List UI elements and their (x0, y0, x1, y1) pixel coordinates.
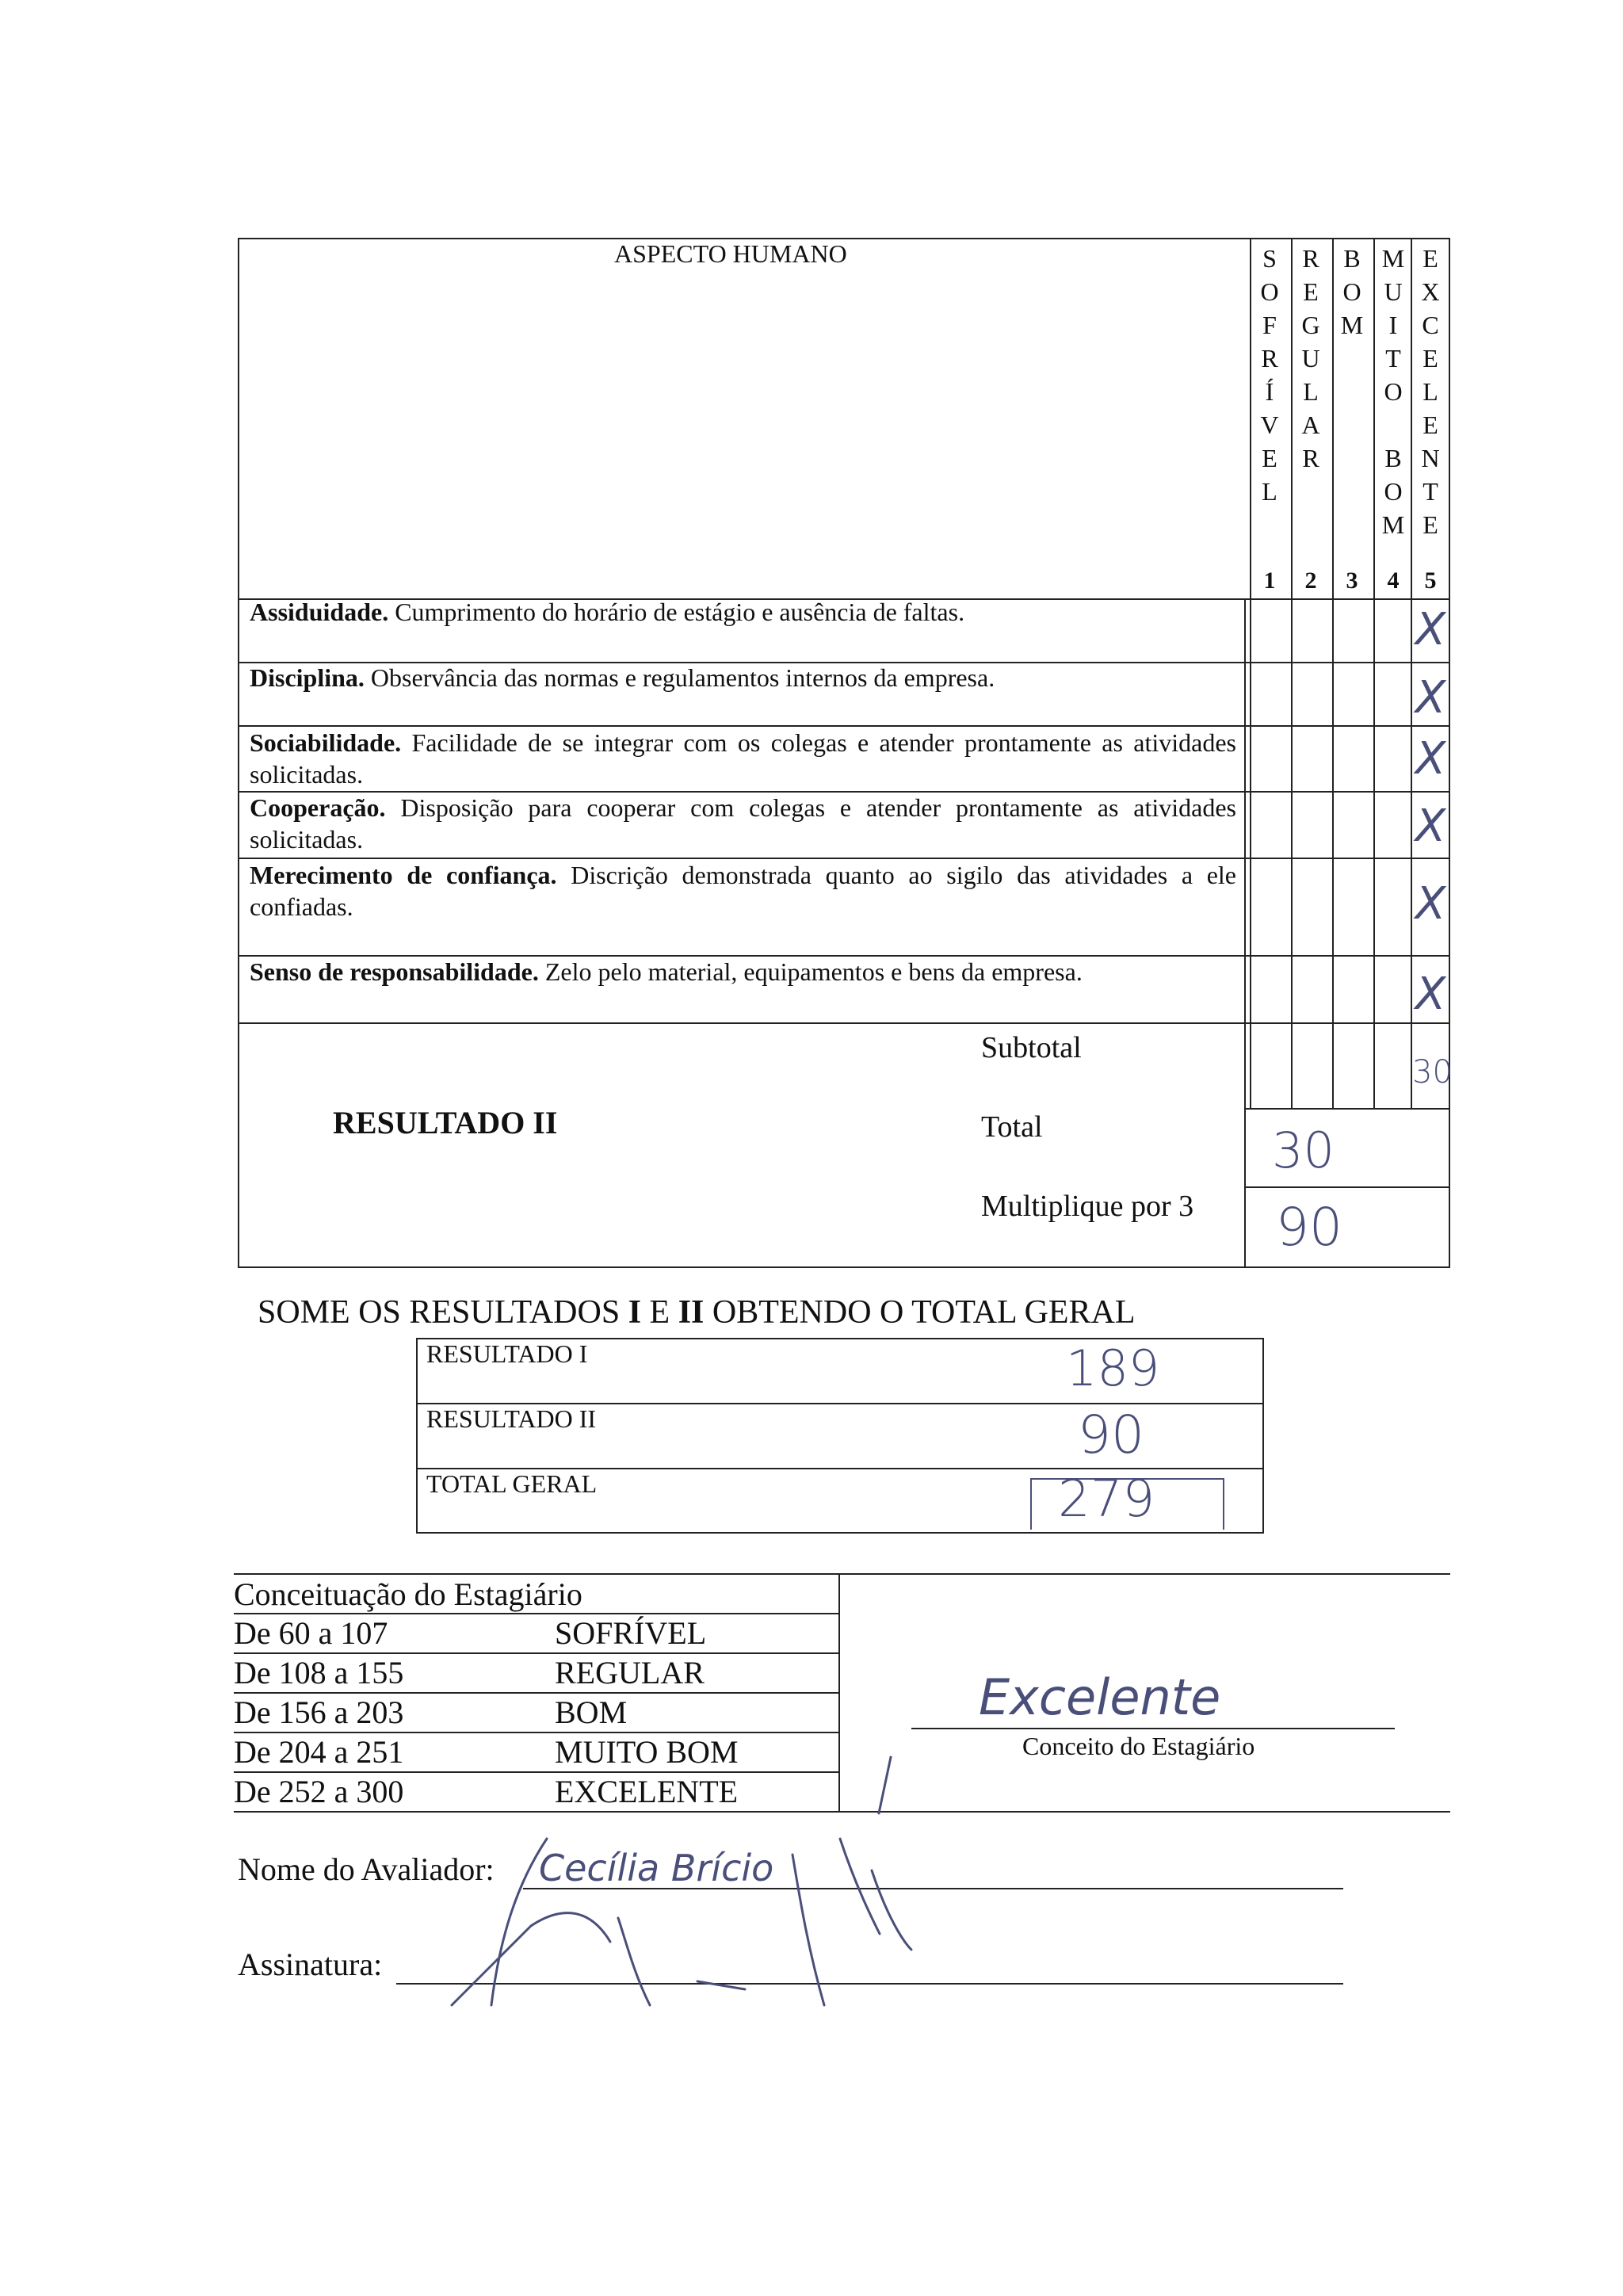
row-line-6 (238, 1022, 1450, 1024)
intern-concept-label: Conceito do Estagiário (1022, 1732, 1255, 1760)
scale-label-excelente-char: N (1421, 444, 1440, 472)
mark-sociabilidade: X (1415, 733, 1446, 785)
evaluator-name-label: Nome do Avaliador: (238, 1851, 495, 1887)
scale-label-muito-bom-char: M (1381, 510, 1405, 539)
summary-value-total-geral: 279 (1058, 1470, 1155, 1529)
scale-number-sofrivel: 1 (1263, 567, 1276, 594)
scale-label-sofrivel-char: O (1260, 277, 1279, 306)
scale-label-sofrivel-char: V (1260, 411, 1279, 439)
multiply-value: 90 (1276, 1197, 1342, 1258)
concept-name-3: BOM (555, 1694, 628, 1730)
criterion-sociabilidade: Sociabilidade. Facilidade de se integrar com os colegas e atender prontamente as atividades solicitadas. (250, 728, 1237, 789)
subtotal-value: 30 (1412, 1054, 1453, 1091)
signature-label: Assinatura: (238, 1946, 383, 1982)
scale-label-sofrivel-char: R (1261, 344, 1278, 372)
mark-merecimento: X (1415, 878, 1446, 930)
scale-label-muito-bom-char: O (1384, 377, 1403, 406)
concept-bottom-line (234, 1811, 1450, 1813)
concept-name-2: REGULAR (555, 1655, 705, 1690)
sum-heading: SOME OS RESULTADOS I E II OBTENDO O TOTAL GERAL (258, 1294, 1136, 1331)
scale-label-excelente-char: X (1421, 277, 1440, 306)
summary-label-resultado-i: RESULTADO I (426, 1339, 588, 1368)
scale-label-bom-char: O (1342, 277, 1361, 306)
scale-label-muito-bom-char: M (1381, 244, 1405, 273)
scale-label-muito-bom-char: T (1385, 344, 1401, 372)
section-title: ASPECTO HUMANO (614, 239, 847, 268)
scale-number-bom: 3 (1346, 567, 1358, 594)
handwritten-signature (428, 1823, 919, 2029)
col-line-bom (1332, 238, 1334, 1110)
scale-label-muito-bom-char: B (1384, 444, 1402, 472)
intern-concept-value: Excelente (979, 1668, 1221, 1726)
mark-cooperacao: X (1415, 800, 1446, 852)
scale-label-sofrivel-char: S (1262, 244, 1277, 273)
scale-label-muito-bom-char: O (1384, 477, 1403, 506)
concept-title: Conceituação do Estagiário (234, 1576, 582, 1612)
criterion-merecimento-confianca: Merecimento de confiança. Discrição demonstrada quanto ao sigilo das atividades a ele confiadas. (250, 861, 1236, 921)
scale-label-regular-char: E (1303, 277, 1319, 306)
mark-disciplina: X (1415, 672, 1446, 724)
total-label: Total (981, 1110, 1043, 1144)
concept-range-1: De 60 a 107 (234, 1615, 388, 1651)
scale-number-excelente: 5 (1424, 567, 1437, 594)
scale-label-muito-bom-char: I (1388, 311, 1398, 339)
scale-label-bom-char: B (1343, 244, 1361, 273)
intern-concept-line (911, 1728, 1395, 1729)
summary-label-resultado-ii: RESULTADO II (426, 1404, 597, 1433)
scale-label-excelente-char: L (1423, 377, 1438, 406)
scale-label-regular-char: L (1303, 377, 1319, 406)
scale-label-excelente-char: E (1423, 244, 1438, 273)
scale-label-sofrivel-char: Í (1265, 377, 1274, 406)
scale-label-sofrivel-char: F (1262, 311, 1277, 339)
concept-name-5: EXCELENTE (555, 1774, 739, 1809)
concept-top-line (234, 1573, 1450, 1575)
subtotal-label: Subtotal (981, 1031, 1082, 1064)
scale-label-sofrivel-char: E (1262, 444, 1277, 472)
criterion-disciplina: Disciplina. Observância das normas e regulamentos internos da empresa. (250, 663, 995, 692)
scale-label-regular-char: R (1302, 444, 1319, 472)
criterion-cooperacao: Cooperação. Disposição para cooperar com colegas e atender prontamente as atividades solicitadas. (250, 793, 1237, 854)
scale-label-excelente-char: E (1423, 344, 1438, 372)
scale-number-muito-bom: 4 (1387, 567, 1400, 594)
scale-label-muito-bom-char: U (1384, 277, 1403, 306)
concept-range-2: De 108 a 155 (234, 1655, 404, 1690)
scale-label-bom-char: M (1340, 311, 1364, 339)
scale-label-regular-char: R (1302, 244, 1319, 273)
criterion-senso-responsabilidade: Senso de responsabilidade. Zelo pelo material, equipamentos e bens da empresa. (250, 957, 1083, 986)
scale-number-regular: 2 (1304, 567, 1317, 594)
scale-label-regular-char: A (1301, 411, 1320, 439)
summary-value-resultado-ii: 90 (1078, 1404, 1144, 1465)
concept-name-4: MUITO BOM (555, 1734, 739, 1770)
scale-label-regular-char: G (1301, 311, 1320, 339)
scale-label-regular-char: U (1301, 344, 1320, 372)
concept-range-4: De 204 a 251 (234, 1734, 404, 1770)
result-label: RESULTADO II (333, 1105, 558, 1140)
concept-range-3: De 156 a 203 (234, 1694, 404, 1730)
mark-responsabilidade: X (1415, 968, 1446, 1020)
scale-label-excelente-char: T (1423, 477, 1438, 506)
summary-label-total-geral: TOTAL GERAL (426, 1469, 598, 1498)
scale-label-sofrivel-char: L (1262, 477, 1277, 506)
scale-label-excelente-char: E (1423, 411, 1438, 439)
total-value: 30 (1272, 1121, 1335, 1179)
concept-name-1: SOFRÍVEL (555, 1615, 707, 1651)
divider-criteria-scores (1244, 598, 1246, 1268)
concept-range-5: De 252 a 300 (234, 1774, 404, 1809)
scale-label-excelente-char: E (1423, 510, 1438, 539)
mark-assiduidade: X (1415, 604, 1446, 655)
criterion-assiduidade: Assiduidade. Cumprimento do horário de estágio e ausência de faltas. (250, 598, 965, 626)
scale-label-excelente-char: C (1422, 311, 1439, 339)
subtotal-bottom-line (1244, 1108, 1450, 1110)
total-bottom-line (1244, 1186, 1450, 1188)
summary-value-resultado-i: 189 (1066, 1339, 1160, 1397)
multiply-label: Multiplique por 3 (981, 1190, 1194, 1223)
handwritten-slash (877, 1756, 892, 1815)
evaluator-name-value: Cecília Brício (539, 1847, 774, 1889)
